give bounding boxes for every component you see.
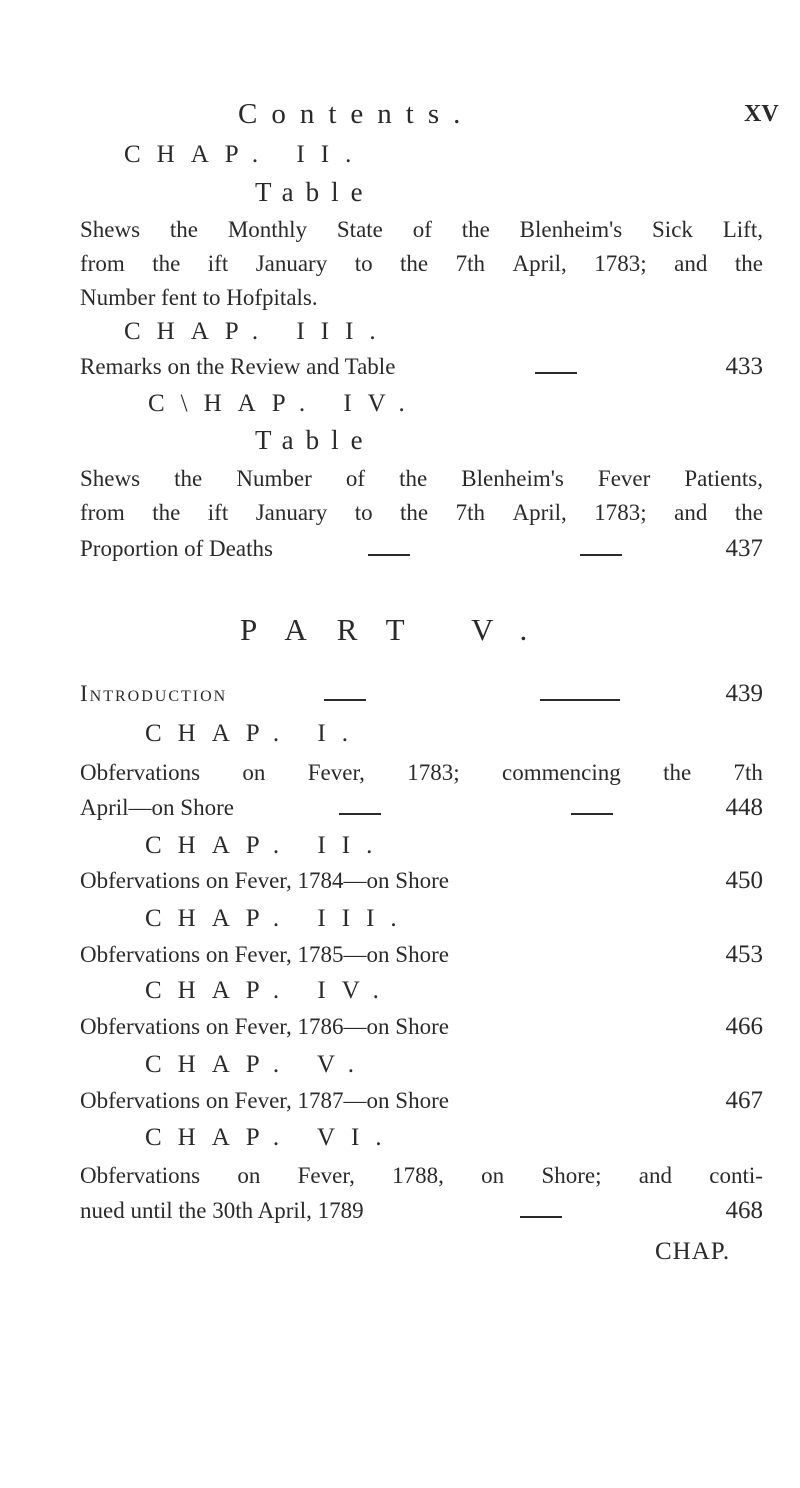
p5-chap6-heading: CHAP. VI. — [145, 1124, 398, 1151]
chap3-page: 433 — [725, 353, 763, 380]
dot-leader — [395, 372, 717, 374]
p5-chap5-heading: CHAP. V. — [145, 1051, 371, 1078]
chap4-heading: C\HAP. IV. — [148, 390, 421, 417]
table1-line3: Number fent to Hofpitals. — [80, 285, 318, 310]
table2-line1: Shews the Number of the Blenheim's Fever Patients, — [80, 466, 763, 491]
table1-heading: Table — [255, 177, 375, 207]
p5-chap4-heading: CHAP. IV. — [145, 977, 395, 1004]
running-header-title: Contents. — [238, 98, 475, 130]
p5-chap5-text: Obfervations on Fever, 1787—on Shore — [80, 1088, 449, 1113]
p5-chap4-page: 466 — [725, 1013, 763, 1040]
p5-chap3-text: Obfervations on Fever, 1785—on Shore — [80, 942, 449, 967]
chap3-entry — [80, 353, 763, 381]
p5-chap6-line2: nued until the 30th April, 1789 — [80, 1198, 364, 1223]
p5-chap1-page: 448 — [725, 794, 763, 821]
table2-line2: from the ift January to the 7th April, 1783; and the — [80, 500, 763, 525]
p5-chap6-line1: Obfervations on Fever, 1788, on Shore; and conti- — [80, 1163, 763, 1188]
p5-chap3-page: 453 — [725, 941, 763, 968]
intro-page: 439 — [725, 680, 763, 707]
p5-chap3-entry — [80, 941, 763, 969]
p5-chap5-page: 467 — [725, 1087, 763, 1114]
p5-chap2-page: 450 — [725, 867, 763, 894]
chap3-heading: CHAP. III. — [124, 318, 392, 345]
dot-leader — [364, 1216, 718, 1218]
p5-chap3-heading: CHAP. III. — [145, 905, 413, 932]
table1-line2: from the ift January to the 7th April, 1783; and the — [80, 251, 763, 276]
p5-chap1-line1: Obfervations on Fever, 1783; commencing the 7th — [80, 760, 763, 785]
table2-heading: Table — [255, 425, 375, 455]
p5-chap4-entry — [80, 1013, 763, 1041]
p5-chap6-page: 468 — [725, 1197, 763, 1224]
dot-leader — [234, 813, 718, 815]
p5-chap1-entry — [80, 794, 763, 822]
p5-chap4-text: Obfervations on Fever, 1786—on Shore — [80, 1014, 449, 1039]
intro-entry — [80, 680, 763, 708]
page-folio: XV — [744, 101, 779, 127]
table2-page: 437 — [725, 535, 763, 562]
table1-line1: Shews the Monthly State of the Blenheim's Sick Lift, — [80, 217, 763, 242]
dot-leader — [227, 699, 717, 701]
p5-chap2-entry — [80, 867, 763, 895]
p5-chap2-heading: CHAP. II. — [145, 832, 389, 859]
chap2-heading: CHAP. II. — [124, 141, 368, 168]
p5-chap5-entry — [80, 1087, 763, 1115]
intro-text: Introduction — [80, 681, 228, 706]
p5-chap2-text: Obfervations on Fever, 1784—on Shore — [80, 868, 449, 893]
p5-chap1-line2: April—on Shore — [80, 795, 234, 820]
table2-entry — [80, 535, 763, 563]
p5-chap6-entry — [80, 1197, 763, 1225]
chap3-text: Remarks on the Review and Table — [80, 354, 396, 379]
catchword: CHAP. — [655, 1238, 731, 1265]
dot-leader — [273, 554, 718, 556]
p5-chap1-heading: CHAP. I. — [145, 720, 364, 747]
part-heading: PART V. — [240, 612, 558, 647]
table2-line3: Proportion of Deaths — [80, 536, 273, 561]
